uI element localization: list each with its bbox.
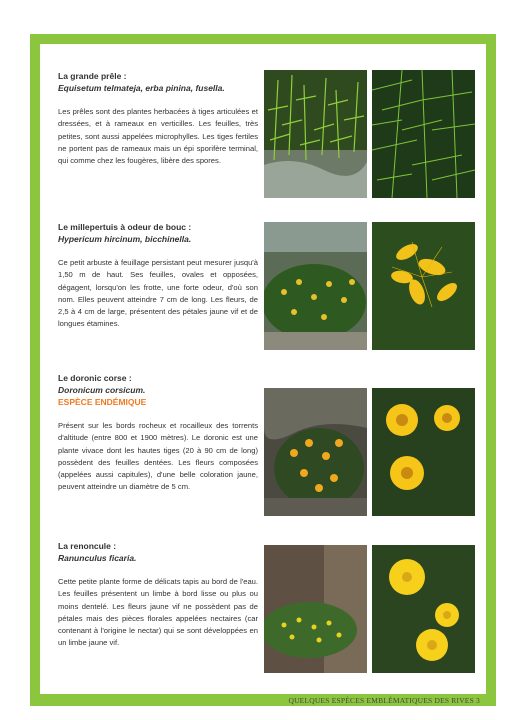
section-doronic bbox=[58, 372, 258, 494]
section-latin-name: Doronicum corsicum. bbox=[58, 385, 146, 395]
section-title: Le doronic corse : bbox=[58, 373, 132, 383]
section-title: Le millepertuis à odeur de bouc : bbox=[58, 222, 192, 232]
section-latin-name: Ranunculus ficaria. bbox=[58, 553, 137, 563]
section-renoncule bbox=[58, 540, 258, 650]
section-text: Ce petit arbuste à feuillage persistant peut mesurer jusqu'à 1,50 m de haut. Ses feuilles, ovales et opposées, dégagent, lorsqu'on les frotte, une forte odeur, d'où son nom. Elles peuvent atteindre 7 cm de long. Les fleurs, de 2,5 à 4 cm de large, présentent des pétales jaune vif et de longues étamines. bbox=[58, 258, 258, 329]
photo-horsetail-closeup bbox=[372, 70, 475, 198]
section-latin-name: Hypericum hircinum, bicchinella. bbox=[58, 234, 192, 244]
photo-hypericum-bush bbox=[264, 222, 367, 350]
photo-doronic-rocks bbox=[264, 388, 367, 516]
photo-ranunculus-carpet bbox=[264, 545, 367, 673]
section-title: La grande prêle : bbox=[58, 71, 127, 81]
photo-doronic-flowers bbox=[372, 388, 475, 516]
section-text: Présent sur les bords rocheux et rocailleux des torrents d'altitude (entre 800 et 1900 mètres). Le doronic est une plante vivace dont les hautes tiges (20 à 90 cm de long) possèdent des feuilles dentées. Les fleurs composées (appelées aussi capitules), d'une belle coloration jaune, peuvent atteindre un diamètre de 5 cm. bbox=[58, 421, 258, 492]
section-text: Les prêles sont des plantes herbacées à tiges articulées et dressées, et à rameaux en verticilles. Les feuilles, très petites, sont aussi appelées microphylles. Les tiges fertiles ne portent pas de rameaux mais un épi sporifère terminal, qui comme chez les fougères, libère des spores. bbox=[58, 107, 258, 166]
section-millepertuis bbox=[58, 221, 258, 331]
photo-horsetail-stream bbox=[264, 70, 367, 198]
section-grande-prele bbox=[58, 70, 258, 167]
photo-ranunculus-flowers bbox=[372, 545, 475, 673]
page-footer: QUELQUES ESPÈCES EMBLÉMATIQUES DES RIVES 3 bbox=[288, 696, 480, 705]
photo-hypericum-flower bbox=[372, 222, 475, 350]
endemic-badge: ESPÈCE ENDÉMIQUE bbox=[58, 397, 147, 407]
section-latin-name: Equisetum telmateja, erba pinina, fusella. bbox=[58, 83, 225, 93]
section-title: La renoncule : bbox=[58, 541, 117, 551]
section-text: Cette petite plante forme de délicats tapis au bord de l'eau. Les feuilles présentent un limbe à bord lisse ou plus ou moins dentelé. Les fleurs jaune vif ne possèdent pas de pétales mais des pièces florales appelées nectaires (car contenant à l'origine le nectar) qui se sont développées en un limbe jaune vif. bbox=[58, 577, 258, 648]
